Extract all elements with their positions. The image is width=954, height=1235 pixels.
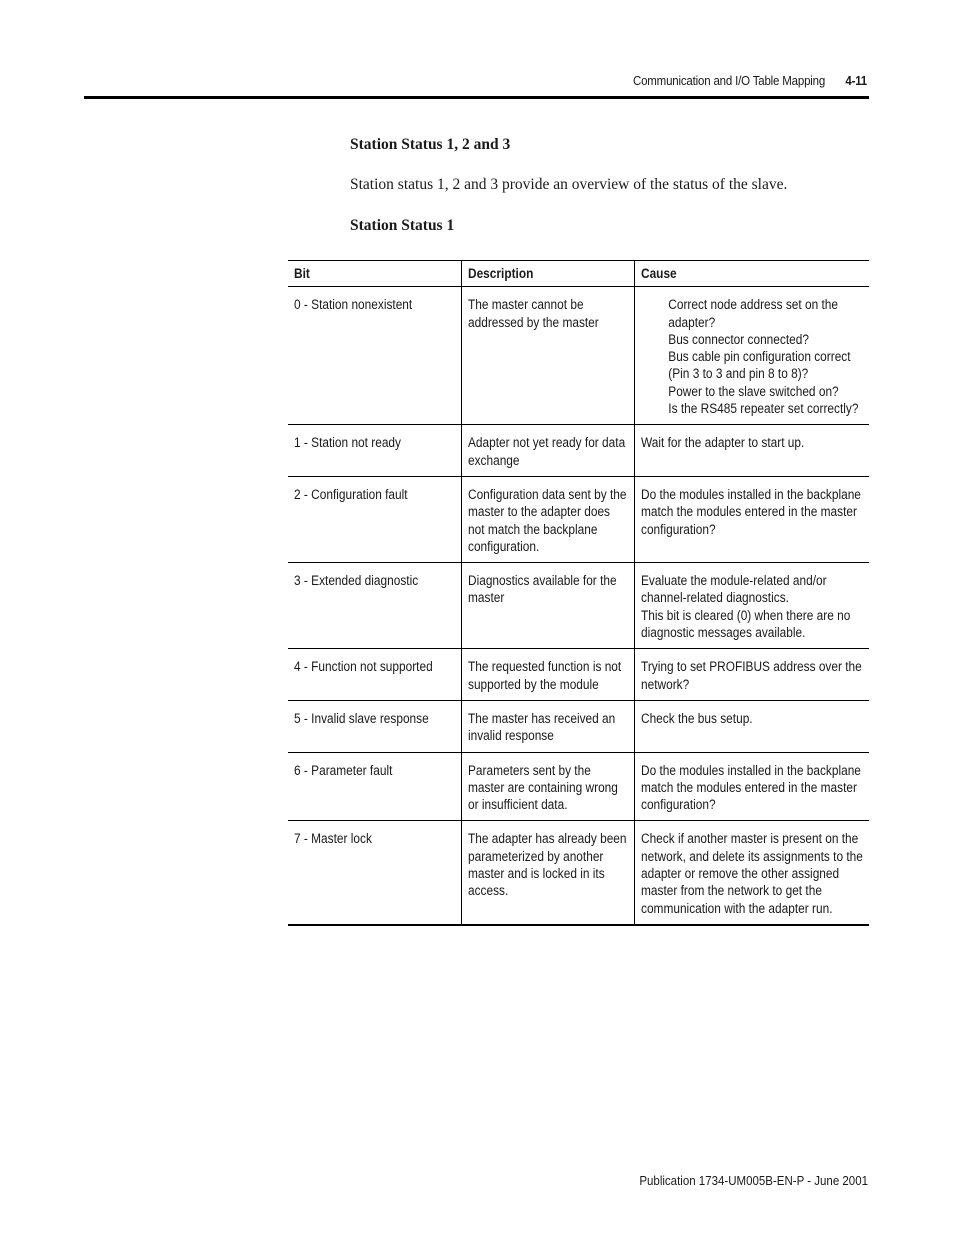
table-row — [288, 425, 869, 477]
table-row — [288, 287, 869, 425]
description-cell: Diagnostics available for the master — [461, 563, 634, 649]
table-row — [288, 821, 869, 925]
bit-cell: 7 - Master lock — [288, 821, 461, 925]
cause-item: Is the RS485 repeater set correctly? — [667, 401, 858, 417]
description-cell: Adapter not yet ready for data exchange — [461, 425, 634, 477]
bit-cell: 4 - Function not supported — [288, 649, 461, 701]
table-row — [288, 476, 869, 562]
table-row — [288, 752, 869, 821]
table-title: Station Status 1 — [350, 217, 455, 234]
cause-cell: Trying to set PROFIBUS address over the network? — [634, 649, 869, 701]
table-row — [288, 700, 869, 752]
cause-cell: Do the modules installed in the backplane match the modules entered in the master configuration? — [634, 752, 869, 821]
cause-cell — [634, 287, 869, 425]
table-header-row — [288, 261, 869, 287]
description-cell: The master cannot be addressed by the master — [461, 287, 634, 425]
description-cell: The adapter has already been parameterized by another master and is locked in its access. — [461, 821, 634, 925]
column-header-cause: Cause — [634, 261, 869, 287]
cause-item: Correct node address set on the adapter? — [667, 297, 838, 330]
bit-cell: 2 - Configuration fault — [288, 476, 461, 562]
cause-cell: Check if another master is present on the network, and delete its assignments to the adapter or remove the other assigned master from the network to get the communication with the adapter run. — [634, 821, 869, 925]
cause-cell: Do the modules installed in the backplane match the modules entered in the master configuration? — [634, 476, 869, 562]
header-rule — [84, 96, 869, 99]
description-cell: Configuration data sent by the master to the adapter does not match the backplane configuration. — [461, 476, 634, 562]
cause-text: Evaluate the module-related and/or channel-related diagnostics. — [640, 573, 827, 606]
description-cell: Parameters sent by the master are containing wrong or insufficient data. — [461, 752, 634, 821]
column-header-description: Description — [461, 261, 634, 287]
column-header-bit: Bit — [288, 261, 461, 287]
running-header — [585, 74, 867, 88]
cause-item: Bus connector connected? — [667, 331, 809, 347]
table-row — [288, 649, 869, 701]
bit-cell: 0 - Station nonexistent — [288, 287, 461, 425]
page-number: 4-11 — [845, 74, 867, 88]
description-cell: The requested function is not supported by the module — [461, 649, 634, 701]
bit-cell: 6 - Parameter fault — [288, 752, 461, 821]
cause-note: This bit is cleared (0) when there are no diagnostic messages available. — [640, 607, 850, 641]
cause-item: Power to the slave switched on? — [667, 383, 839, 399]
description-cell: The master has received an invalid response — [461, 700, 634, 752]
bit-cell: 1 - Station not ready — [288, 425, 461, 477]
chapter-title: Communication and I/O Table Mapping — [632, 74, 826, 88]
station-status-table — [288, 260, 869, 926]
cause-cell — [634, 563, 869, 649]
cause-checklist — [641, 296, 864, 417]
cause-cell: Wait for the adapter to start up. — [634, 425, 869, 477]
cause-cell: Check the bus setup. — [634, 700, 869, 752]
section-title: Station Status 1, 2 and 3 — [350, 136, 511, 153]
bit-cell: 3 - Extended diagnostic — [288, 563, 461, 649]
cause-item: Bus cable pin configuration correct (Pin 3 to 3 and pin 8 to 8)? — [667, 349, 851, 382]
publication-footer: Publication 1734-UM005B-EN-P - June 2001 — [639, 1174, 868, 1188]
table-row — [288, 563, 869, 649]
bit-cell: 5 - Invalid slave response — [288, 700, 461, 752]
intro-paragraph: Station status 1, 2 and 3 provide an overview of the status of the slave. — [350, 176, 788, 193]
